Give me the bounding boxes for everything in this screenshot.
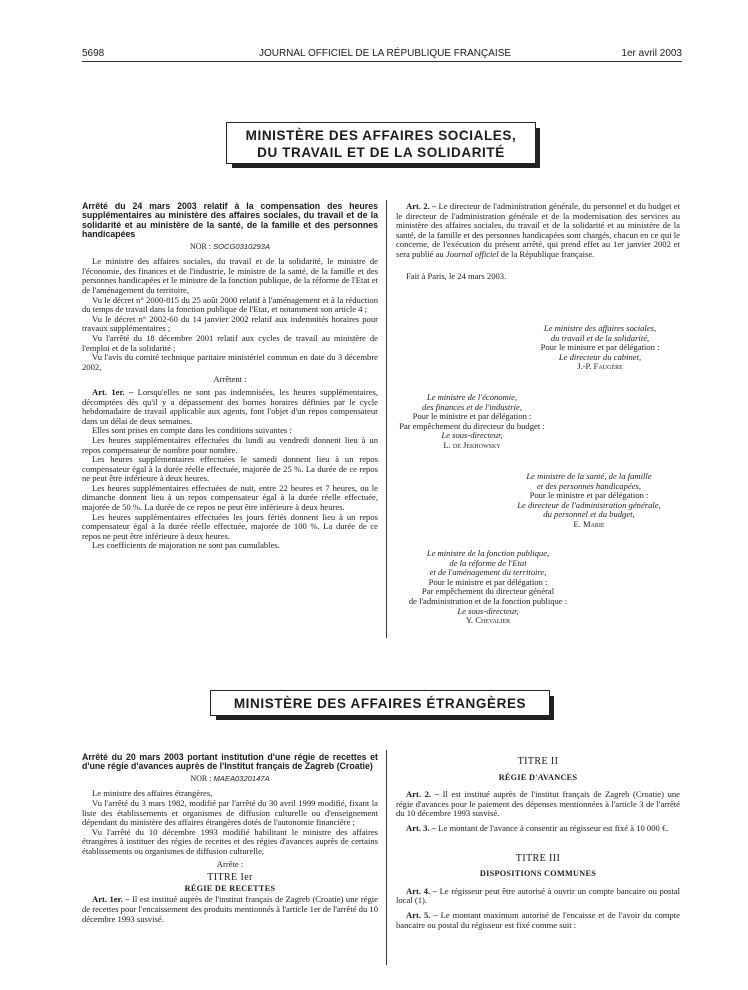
arrete2-ministre: Le ministre des affaires étrangères, [92,788,213,799]
arrete2-art2 [396,790,680,819]
art2-end: de la République française. [500,248,595,259]
arrete1-samedi: Les heures supplémentaires effectuées le samedi donnent lieu à un repos compensateur égal à la durée réelle effectuée, majorée de 25 %. La durée de ce repos ne peut être inférieure à deux heures. [82,454,378,484]
art1-label: Art. 1er. – [92,894,130,905]
sig3-line2: et des personnes handicapées, [536,480,642,491]
art2-text: Le directeur de l'administration générale, du personnel et du budget et le directeur de l'administration générale et de la modernisation des services au ministère des affaires sociales, du travail et de la solidarité et au ministère de la santé, de la famille et des personnes handicapées sont chargés, chacun en ce qui le concerne, de l'exécution du présent arrêté, qui prend effet au 1er janvier 2002 et sera publié au [396,201,680,259]
art3-text: Le montant de l'avance à consentir au régisseur est fixé à 10 000 €. [438,822,669,833]
signature-block-3 [494,472,684,530]
sig3-line4: Le directeur de l'administration générale, [517,499,661,510]
sig2-line5: Le sous-directeur, [441,430,503,441]
arrete1-nuit: Les heures supplémentaires effectuées de nuit, entre 22 heures et 7 heures, ou le dimanche donnent lieu à un repos compensateur égal à la durée réelle effectuée, majorée de 50 %. La durée de ce repos ne peut être inférieure à deux heures. [82,482,378,513]
art5-label: Art. 5. – [406,909,438,920]
sig1-line1: Le ministre des affaires sociales, [543,323,657,333]
art4-text: Le régisseur peut être autorisé à ouvrir un compte bancaire ou postal local (1). [396,885,680,906]
sig2-line4: Par empêchement du directeur du budget : [399,420,545,431]
arrete1-title: Arrêté du 24 mars 2003 relatif à la compensation des heures supplémentaires au ministère des affaires sociales, du travail et de la solidarité et au ministère de la santé, de la famille et des personnes handicapées [82,201,378,240]
sig2-line2: des finances et de l'industrie, [422,401,522,412]
arrete2-titre3: TITRE III [515,852,561,864]
sig1-line3: Pour le ministre et par délégation : [540,342,660,353]
arrete1-visa-decret-2002: Vu le décret n° 2002-60 du 14 janvier 2002 relatif aux indemnités horaires pour travaux supplémentaires ; [82,313,378,334]
sig3-line3: Pour le ministre et par délégation : [529,490,649,501]
nor-code: SOCG0310293A [213,241,271,251]
arrete2-nor [82,774,378,784]
sig4-signatory: Y. Chevalier [465,615,511,626]
arrete2-visa-1982: Vu l'arrêté du 3 mars 1982, modifié par l'arrêté du 30 avril 1999 modifié, fixant la liste des établissements et organismes de diffusion culturelle ou d'enseignement dépendant du ministère des affaires étrangères dotés de l'autonomie financière ; [82,798,378,828]
arrete2-titre1-sub: RÉGIE DE RECETTES [184,883,276,893]
arrete2-right-column [396,753,680,930]
arrete1-visa-arrete-2001: Vu l'arrêté du 18 décembre 2001 relatif aux cycles de travail au ministère de l'emploi et de la solidarité ; [82,332,378,353]
column-divider-2 [386,750,387,965]
arrete1-coefficients: Les coefficients de majoration ne sont pas cumulables. [92,540,280,551]
nor-code: MAEA0320147A [213,773,270,783]
journal-officiel-ref: Journal officiel [445,248,499,259]
arrete1-nor [82,242,378,252]
art1-text: Il est institué auprès de l'institut français de Zagreb (Croatie) une régie de recettes pour l'encaissement des produits mentionnés à l'article 1er de l'arrêté du 10 décembre 1993 susvisé. [82,894,379,924]
sig4-line2: de la réforme de l'Etat [449,557,527,568]
sig3-signatory: E. Marie [573,518,605,529]
arrete1-feries: Les heures supplémentaires effectuées les jours fériés donnent lieu à un repos compensateur égal à la durée réelle effectuée, majorée de 100 %. La durée de ce repos ne peut être inférieure à deux heures. [82,511,378,541]
arrete2-titre2: TITRE II [517,756,559,767]
sig3-line5: du personnel et du budget, [543,509,635,520]
arrete2-title: Arrêté du 20 mars 2003 portant institution d'une régie de recettes et d'une régie d'avances auprès de l'Institut français de Zagreb (Croatie) [82,752,378,772]
sig3-line1: Le ministre de la santé, de la famille [526,471,652,481]
sig1-line2: du travail et de la solidarité, [550,332,650,343]
sig2-signatory: L. de Jekhowsky [443,439,501,450]
arrete1-arretent: Arrêtent : [213,374,247,385]
arrete2-art4 [396,887,680,906]
signature-block-4 [396,549,580,626]
arrete2-titre3-sub: DISPOSITIONS COMMUNES [479,869,597,879]
art2-label: Art. 2. – [406,201,437,211]
arrete2-left-column [82,753,378,924]
issue-date: 1er avril 2003 [621,48,682,59]
ministry-line-2: DU TRAVAIL ET DE LA SOLIDARITÉ [257,145,505,160]
art1-text: Lorsqu'elles ne sont pas indemnisées, les heures supplémentaires, décomptées dès qu'il y a dépassement des bornes horaires définies par le cycle hebdomadaire de travail applicable aux agents, font l'objet d'un repos compensateur dans un délai de deux semaines. [82,386,378,426]
arrete1-semaine: Les heures supplémentaires effectuées du lundi au vendredi donnent lieu à un repos compensateur de nombre pour nombre. [82,434,378,455]
sig4-line5: Par empêchement du directeur général [421,586,555,597]
art1-label: Art. 1er. – [92,386,134,397]
arrete2-art1 [82,895,378,924]
page-number: 5698 [82,48,105,59]
arrete1-conditions: Elles sont prises en compte dans les conditions suivantes : [92,425,292,436]
signature-block-2 [392,393,552,451]
art2-label: Art. 2. – [406,789,439,800]
signature-block-1 [510,324,690,372]
art4-label: Art. 4. – [406,885,437,896]
arrete2-visa-1993: Vu l'arrêté du 10 décembre 1993 modifié habilitant le ministre des affaires étrangères à instituer des régies de recettes et des régies d'avances auprès de certains établissements ou organismes de diffusion culturelle, [82,826,378,856]
column-divider [386,200,387,638]
arrete2-titre1: TITRE Ier [207,872,253,884]
sig1-line4: Le directeur du cabinet, [558,351,642,362]
ministry-heading-foreign [210,690,550,716]
arrete2-titre2-sub: RÉGIE D'AVANCES [498,772,578,782]
arrete1-left-column [82,202,378,551]
sig4-line4: Pour le ministre et par délégation : [428,576,548,587]
sig4-line6: de l'administration et de la fonction publique : [408,595,568,606]
arrete2-arrete: Arrête : [216,858,244,869]
arrete1-visa-decret-2000: Vu le décret n° 2000-815 du 25 août 2000 relatif à l'aménagement et à la réduction du temps de travail dans la fonction publique de l'Etat, et notamment son article 4 ; [82,294,378,315]
sig4-line7: Le sous-directeur, [457,605,519,616]
sig4-line3: et de l'aménagement du territoire, [429,567,547,578]
sig2-line3: Pour le ministre et par délégation : [412,411,532,422]
nor-label: NOR : [189,241,212,251]
art3-label: Art. 3. – [406,822,437,833]
arrete2-art5 [396,911,680,930]
sig2-line1: Le ministre de l'économie, [426,392,518,402]
arrete1-art1 [82,388,378,426]
header-rule [82,61,682,62]
arrete2-art3 [396,824,680,834]
art5-text: Le montant maximum autorisé de l'encaisse et de l'avoir du compte bancaire ou postal du régisseur est fixé comme suit : [396,909,680,930]
sig1-signatory: J.-P. Faugère [577,361,623,372]
ministry2-line-1: MINISTÈRE DES AFFAIRES ÉTRANGÈRES [233,696,527,711]
arrete1-art2 [396,202,680,260]
sig4-line1: Le ministre de la fonction publique, [426,548,550,558]
journal-title: JOURNAL OFFICIEL DE LA RÉPUBLIQUE FRANÇAISE [258,48,512,59]
arrete1-visa-avis: Vu l'avis du comité technique paritaire ministériel commun en date du 3 décembre 2002, [82,352,378,372]
nor-label: NOR : [190,773,212,783]
ministry-line-1: MINISTÈRE DES AFFAIRES SOCIALES, [245,128,517,143]
ministry-heading-social [226,122,536,164]
arrete1-fait: Fait à Paris, le 24 mars 2003. [406,270,507,281]
arrete1-right-column [396,202,680,281]
arrete1-visa-ministres: Le ministre des affaires sociales, du travail et de la solidarité, le ministre de l'économie, des finances et de l'industrie, le ministre de la santé, de la famille et des personnes handicapées et le ministre de la fonction publique, de la réforme de l'Etat et de l'aménagement du territoire, [82,256,378,295]
art2-text: Il est institué auprès de l'institut français de Zagreb (Croatie) une régie d'avances pour le paiement des dépenses mentionnées à l'article 3 de l'arrêté du 10 décembre 1993 susvisé. [396,789,680,819]
